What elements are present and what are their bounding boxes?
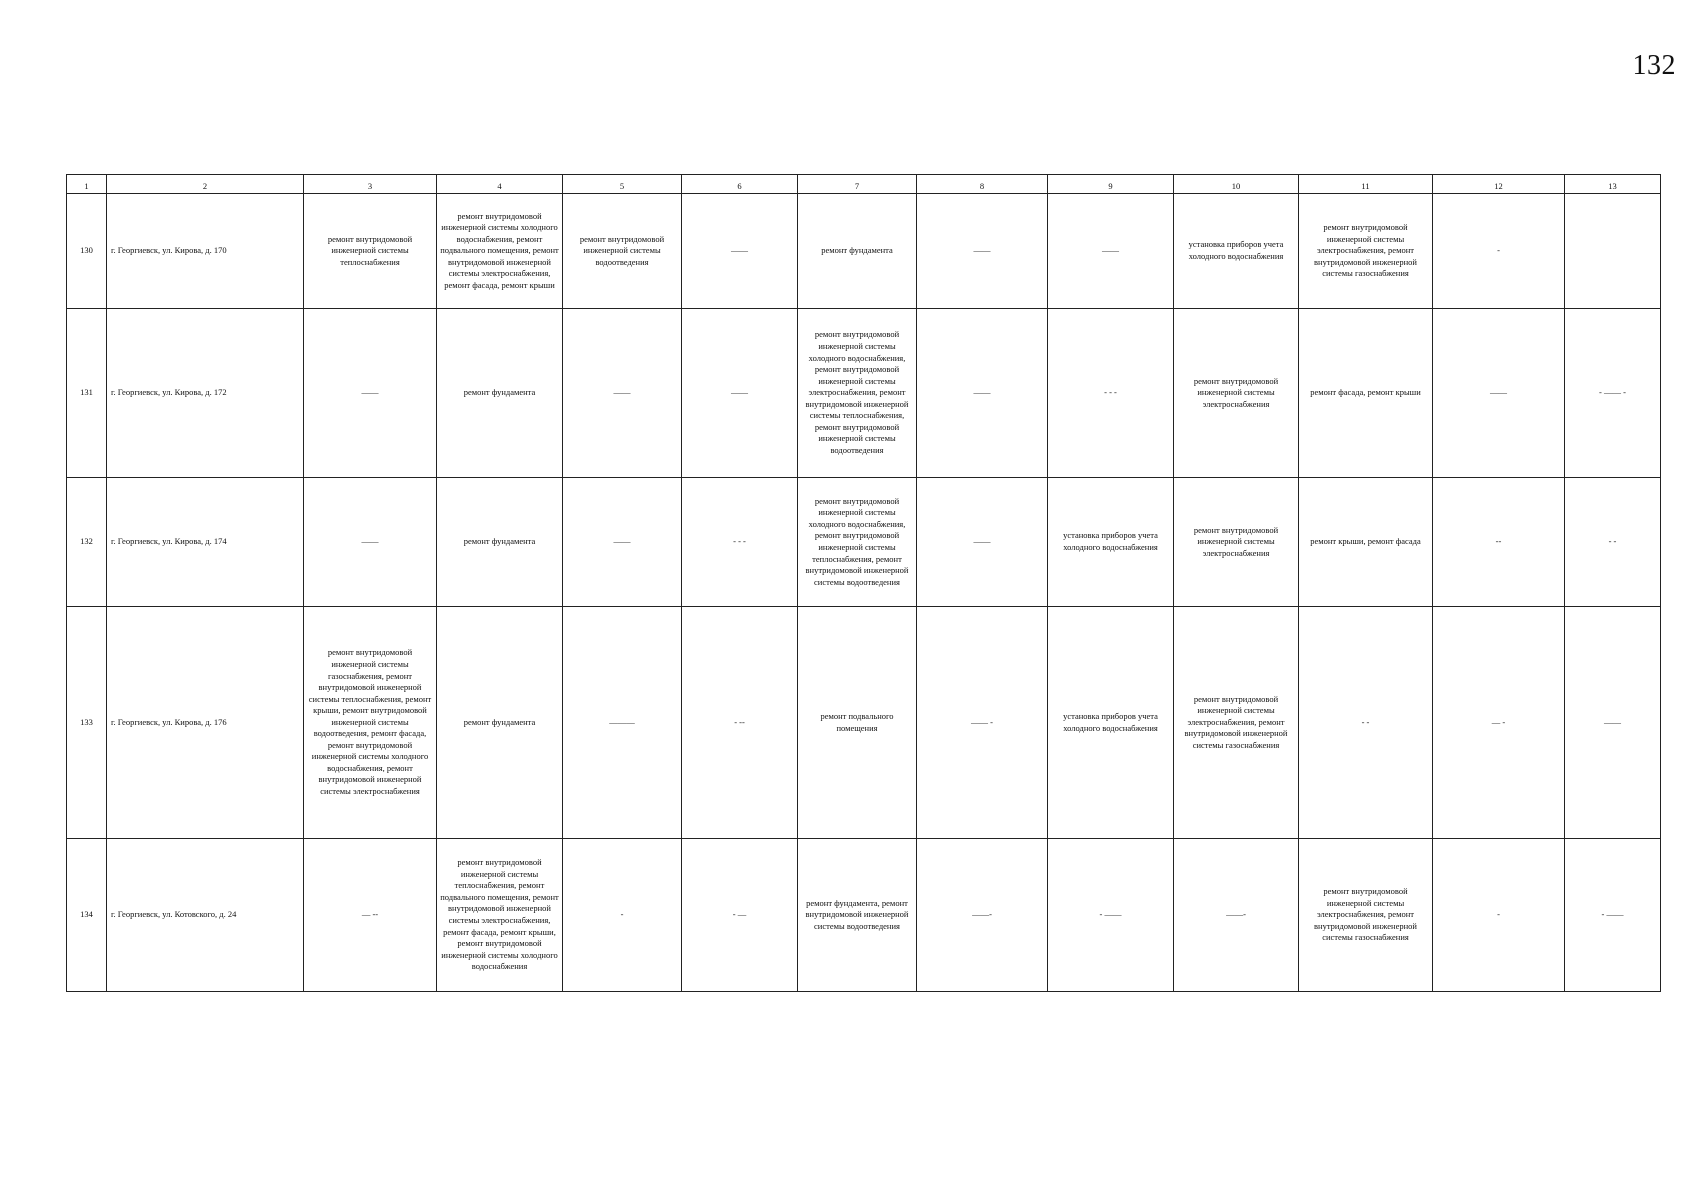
cell-col-13 bbox=[1565, 194, 1661, 309]
cell-col-6: - -- bbox=[682, 607, 798, 839]
cell-col-4: ремонт фундамента bbox=[437, 478, 563, 607]
cell-col-10: ——- bbox=[1174, 839, 1299, 992]
cell-col-12: - bbox=[1433, 839, 1565, 992]
cell-col-3: —— bbox=[304, 309, 437, 478]
cell-col-13: - - bbox=[1565, 478, 1661, 607]
col-number-13: 13 bbox=[1565, 175, 1661, 194]
cell-col-7: ремонт фундамента bbox=[798, 194, 917, 309]
cell-col-13: - —— bbox=[1565, 839, 1661, 992]
cell-col-10: установка приборов учета холодного водоснабжения bbox=[1174, 194, 1299, 309]
cell-col-11: ремонт внутридомовой инженерной системы электроснабжения, ремонт внутридомовой инженерной системы газоснабжения bbox=[1299, 839, 1433, 992]
cell-col-13: —— bbox=[1565, 607, 1661, 839]
table-row bbox=[67, 607, 1661, 839]
table-row bbox=[67, 309, 1661, 478]
cell-col-9: —— bbox=[1048, 194, 1174, 309]
cell-col-5: ремонт внутридомовой инженерной системы водоотведения bbox=[563, 194, 682, 309]
col-number-3: 3 bbox=[304, 175, 437, 194]
cell-col-5: - bbox=[563, 839, 682, 992]
cell-col-5: —— bbox=[563, 309, 682, 478]
cell-col-12: — - bbox=[1433, 607, 1565, 839]
cell-col-6: —— bbox=[682, 194, 798, 309]
cell-col-11: ремонт внутридомовой инженерной системы электроснабжения, ремонт внутридомовой инженерной системы газоснабжения bbox=[1299, 194, 1433, 309]
cell-col-7: ремонт внутридомовой инженерной системы холодного водоснабжения, ремонт внутридомовой инженерной системы теплоснабжения, ремонт внутридомовой инженерной системы водоотведения bbox=[798, 478, 917, 607]
cell-col-5: ——— bbox=[563, 607, 682, 839]
cell-col-11: - - bbox=[1299, 607, 1433, 839]
col-number-8: 8 bbox=[917, 175, 1048, 194]
col-number-9: 9 bbox=[1048, 175, 1174, 194]
cell-col-12: - bbox=[1433, 194, 1565, 309]
cell-col-6: - — bbox=[682, 839, 798, 992]
cell-col-6: —— bbox=[682, 309, 798, 478]
page-number: 132 bbox=[1632, 50, 1676, 81]
col-number-4: 4 bbox=[437, 175, 563, 194]
row-number: 130 bbox=[67, 194, 107, 309]
cell-col-10: ремонт внутридомовой инженерной системы электроснабжения bbox=[1174, 309, 1299, 478]
cell-col-6: - - - bbox=[682, 478, 798, 607]
row-number: 134 bbox=[67, 839, 107, 992]
cell-col-7: ремонт подвального помещения bbox=[798, 607, 917, 839]
cell-col-4: ремонт фундамента bbox=[437, 607, 563, 839]
repair-schedule-table bbox=[66, 174, 1661, 992]
cell-col-11: ремонт крыши, ремонт фасада bbox=[1299, 478, 1433, 607]
cell-col-8: —— bbox=[917, 309, 1048, 478]
cell-col-10: ремонт внутридомовой инженерной системы электроснабжения bbox=[1174, 478, 1299, 607]
cell-col-8: —— - bbox=[917, 607, 1048, 839]
cell-col-9: установка приборов учета холодного водоснабжения bbox=[1048, 478, 1174, 607]
table-row bbox=[67, 839, 1661, 992]
address-cell: г. Георгиевск, ул. Кирова, д. 174 bbox=[107, 478, 304, 607]
col-number-7: 7 bbox=[798, 175, 917, 194]
cell-col-9: - —— bbox=[1048, 839, 1174, 992]
table-row bbox=[67, 478, 1661, 607]
cell-col-9: установка приборов учета холодного водоснабжения bbox=[1048, 607, 1174, 839]
cell-col-12: —— bbox=[1433, 309, 1565, 478]
cell-col-10: ремонт внутридомовой инженерной системы электроснабжения, ремонт внутридомовой инженерной системы газоснабжения bbox=[1174, 607, 1299, 839]
cell-col-3: —— bbox=[304, 478, 437, 607]
table-row bbox=[67, 194, 1661, 309]
cell-col-4: ремонт фундамента bbox=[437, 309, 563, 478]
row-number: 133 bbox=[67, 607, 107, 839]
cell-col-13: - —— - bbox=[1565, 309, 1661, 478]
cell-col-8: ——- bbox=[917, 839, 1048, 992]
cell-col-3: — -- bbox=[304, 839, 437, 992]
cell-col-11: ремонт фасада, ремонт крыши bbox=[1299, 309, 1433, 478]
cell-col-8: —— bbox=[917, 478, 1048, 607]
address-cell: г. Георгиевск, ул. Кирова, д. 176 bbox=[107, 607, 304, 839]
cell-col-12: -- bbox=[1433, 478, 1565, 607]
col-number-5: 5 bbox=[563, 175, 682, 194]
row-number: 131 bbox=[67, 309, 107, 478]
col-number-11: 11 bbox=[1299, 175, 1433, 194]
col-number-12: 12 bbox=[1433, 175, 1565, 194]
cell-col-4: ремонт внутридомовой инженерной системы теплоснабжения, ремонт подвального помещения, ремонт внутридомовой инженерной системы электроснабжения, ремонт фасада, ремонт крыши, ремонт внутридомовой инженерной системы холодного водоснабжения bbox=[437, 839, 563, 992]
address-cell: г. Георгиевск, ул. Котовского, д. 24 bbox=[107, 839, 304, 992]
cell-col-7: ремонт фундамента, ремонт внутридомовой инженерной системы водоотведения bbox=[798, 839, 917, 992]
cell-col-4: ремонт внутридомовой инженерной системы холодного водоснабжения, ремонт подвального помещения, ремонт внутридомовой инженерной системы электроснабжения, ремонт фасада, ремонт крыши bbox=[437, 194, 563, 309]
cell-col-5: —— bbox=[563, 478, 682, 607]
cell-col-7: ремонт внутридомовой инженерной системы холодного водоснабжения, ремонт внутридомовой инженерной системы электроснабжения, ремонт внутридомовой инженерной системы теплоснабжения, ремонт внутридомовой инженерной системы водоотведения bbox=[798, 309, 917, 478]
cell-col-9: - - - bbox=[1048, 309, 1174, 478]
cell-col-8: —— bbox=[917, 194, 1048, 309]
address-cell: г. Георгиевск, ул. Кирова, д. 170 bbox=[107, 194, 304, 309]
col-number-6: 6 bbox=[682, 175, 798, 194]
row-number: 132 bbox=[67, 478, 107, 607]
cell-col-3: ремонт внутридомовой инженерной системы теплоснабжения bbox=[304, 194, 437, 309]
col-number-2: 2 bbox=[107, 175, 304, 194]
col-number-10: 10 bbox=[1174, 175, 1299, 194]
col-number-1: 1 bbox=[67, 175, 107, 194]
cell-col-3: ремонт внутридомовой инженерной системы газоснабжения, ремонт внутридомовой инженерной системы теплоснабжения, ремонт крыши, ремонт внутридомовой инженерной системы водоотведения, ремонт фасада, ремонт внутридомовой инженерной системы холодного водоснабжения, ремонт внутридомовой инженерной системы электроснабжения bbox=[304, 607, 437, 839]
address-cell: г. Георгиевск, ул. Кирова, д. 172 bbox=[107, 309, 304, 478]
column-number-row bbox=[67, 175, 1661, 194]
